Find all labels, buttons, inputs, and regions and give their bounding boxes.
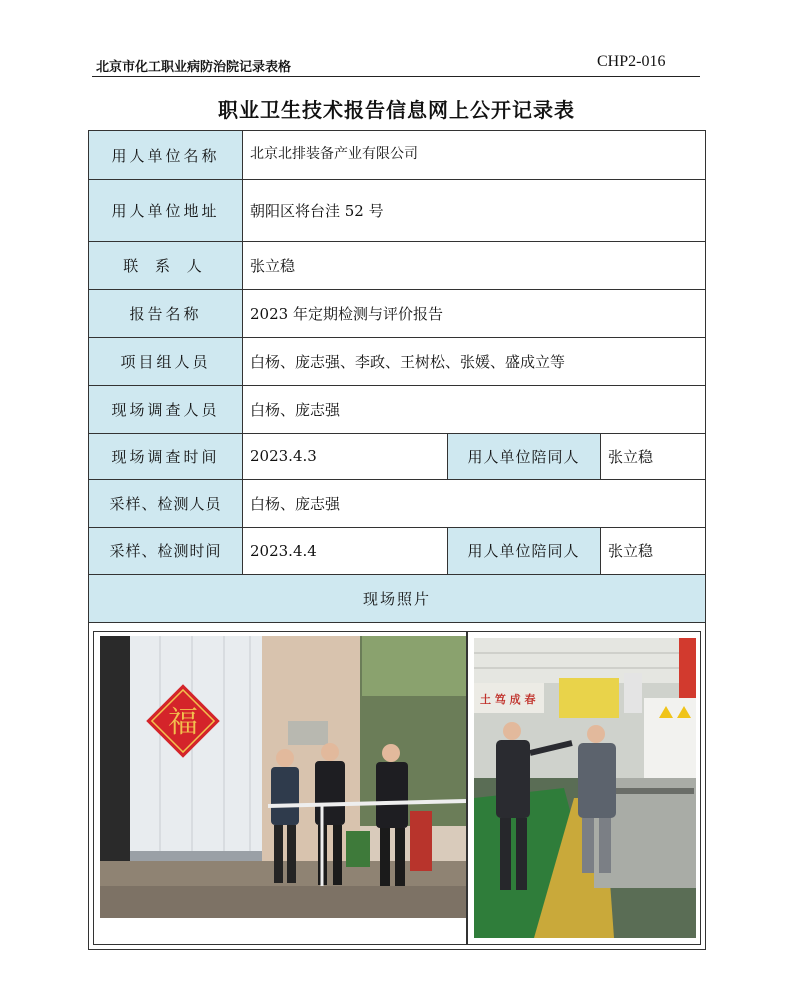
row-divider <box>89 527 705 528</box>
row-divider <box>89 433 705 434</box>
row-divider <box>89 241 705 242</box>
label-sampling-companion: 用人单位陪同人 <box>447 527 600 574</box>
column-divider <box>600 433 601 479</box>
column-divider <box>600 527 601 574</box>
site-photo-indoor-svg <box>474 638 696 938</box>
label-report-name: 报告名称 <box>89 289 242 337</box>
column-divider <box>447 433 448 479</box>
label-sampling-time: 采样、检测时间 <box>89 527 242 574</box>
indoor-banner-text: 土 笃 成 春 <box>480 693 536 706</box>
header-rule <box>92 76 700 77</box>
column-divider <box>447 527 448 574</box>
label-survey-staff: 现场调查人员 <box>89 385 242 433</box>
row-divider <box>89 289 705 290</box>
value-survey-staff: 白杨、庞志强 <box>242 385 705 433</box>
site-photo-outdoor <box>100 636 466 918</box>
row-divider <box>89 622 705 623</box>
label-unit-address: 用人单位地址 <box>89 179 242 241</box>
label-unit-name: 用人单位名称 <box>89 131 242 179</box>
site-photo-indoor <box>474 638 696 938</box>
value-sampling-companion: 张立稳 <box>600 527 705 574</box>
row-divider <box>89 337 705 338</box>
organization-name: 北京市化工职业病防治院记录表格 <box>96 60 292 75</box>
value-survey-companion: 张立稳 <box>600 433 705 479</box>
value-sampling-staff: 白杨、庞志强 <box>242 479 705 527</box>
value-sampling-time: 2023.4.4 <box>242 527 447 574</box>
column-divider <box>242 131 243 574</box>
label-team: 项目组人员 <box>89 337 242 385</box>
record-table <box>88 130 706 950</box>
row-divider <box>89 479 705 480</box>
value-contact: 张立稳 <box>242 241 705 289</box>
page-title: 职业卫生技术报告信息网上公开记录表 <box>218 98 575 122</box>
value-survey-time: 2023.4.3 <box>242 433 447 479</box>
value-team: 白杨、庞志强、李政、王树松、张媛、盛成立等 <box>242 337 705 385</box>
label-sampling-staff: 采样、检测人员 <box>89 479 242 527</box>
label-contact: 联 系 人 <box>89 241 242 289</box>
form-code: CHP2-016 <box>597 53 666 70</box>
label-survey-companion: 用人单位陪同人 <box>447 433 600 479</box>
fu-sign-text: 福 <box>168 705 198 740</box>
value-unit-address: 朝阳区将台洼 52 号 <box>242 179 705 241</box>
photos-section-header: 现场照片 <box>89 574 705 622</box>
value-unit-name: 北京北排装备产业有限公司 <box>242 131 705 179</box>
site-photo-outdoor-svg <box>100 636 466 918</box>
value-report-name: 2023 年定期检测与评价报告 <box>242 289 705 337</box>
row-divider <box>89 385 705 386</box>
row-divider <box>89 574 705 575</box>
row-divider <box>89 179 705 180</box>
label-survey-time: 现场调查时间 <box>89 433 242 479</box>
